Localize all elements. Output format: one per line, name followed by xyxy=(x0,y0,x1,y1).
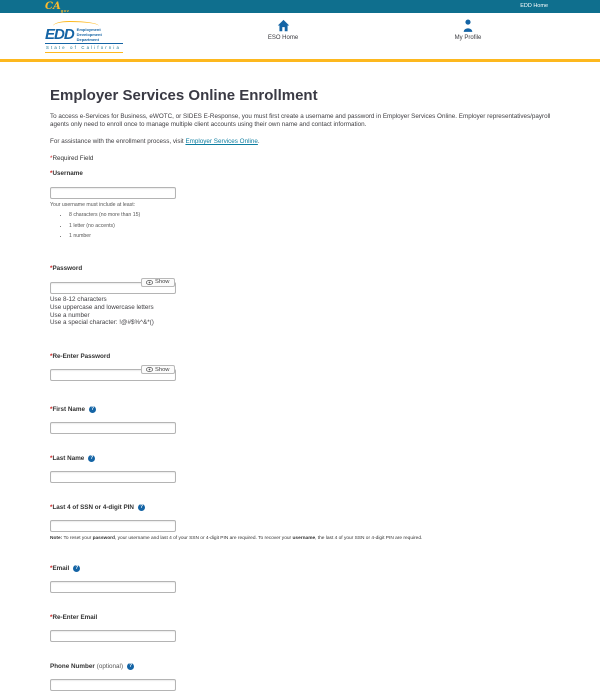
nav-eso-home[interactable] xyxy=(243,19,323,41)
phone-optional-text: (optional) xyxy=(96,662,124,670)
required-asterisk: * xyxy=(50,352,53,360)
required-asterisk: * xyxy=(50,613,53,621)
ssn-pin-label-text: Last 4 of SSN or 4-digit PIN xyxy=(52,503,134,511)
last-name-label xyxy=(50,455,550,462)
required-asterisk: * xyxy=(50,564,53,572)
username-requirements-list xyxy=(69,212,550,239)
eye-icon xyxy=(146,367,153,372)
password-rule: Use a special character: !@#$%^&*() xyxy=(50,319,154,327)
required-field-text: Required Field xyxy=(52,155,94,163)
required-asterisk: * xyxy=(50,405,53,413)
ssn-pin-note xyxy=(50,536,550,541)
password-rules xyxy=(50,296,550,326)
nav-my-profile[interactable] xyxy=(428,19,508,41)
nav-eso-home-label: ESO Home xyxy=(267,35,299,41)
username-label xyxy=(50,170,550,177)
last-name-group xyxy=(50,455,550,484)
person-icon xyxy=(428,19,508,32)
show-button-label: Show xyxy=(154,279,170,286)
password-show-button[interactable] xyxy=(141,278,175,287)
email-group xyxy=(50,565,550,594)
note-text: To reset your xyxy=(62,535,93,541)
edd-dept-line: Department xyxy=(76,36,99,42)
reenter-password-label-text: Re-Enter Password xyxy=(52,352,111,360)
username-requirement: • 8 characters (no more than 15) xyxy=(69,212,550,218)
reenter-email-label xyxy=(50,614,550,621)
note-bold: Note: xyxy=(50,535,63,541)
password-label-text: Password xyxy=(52,265,83,273)
phone-help-icon[interactable]: ? xyxy=(129,663,133,670)
edd-logo-state: State of California xyxy=(45,43,123,53)
password-group xyxy=(50,265,550,326)
required-asterisk: * xyxy=(50,170,53,178)
ca-gov-logo-script: CA xyxy=(45,1,61,12)
last-name-input[interactable] xyxy=(50,471,176,483)
last-name-label-text: Last Name xyxy=(52,454,85,462)
note-text: , the last 4 of your SSN or 4-digit PIN are required. xyxy=(315,535,423,541)
edd-dept-line: Employment xyxy=(76,27,101,32)
note-text: , your username and last 4 of your SSN or 4-digit PIN are required. To recover your xyxy=(114,535,293,541)
phone-label-text: Phone Number xyxy=(50,662,95,670)
required-asterisk: * xyxy=(50,454,53,462)
reenter-password-group xyxy=(50,353,550,382)
edd-logo-word: EDD xyxy=(45,26,74,44)
phone-input[interactable] xyxy=(50,679,176,691)
first-name-group xyxy=(50,406,550,435)
ssn-pin-group xyxy=(50,504,550,541)
reenter-email-group xyxy=(50,614,550,643)
edd-home-link[interactable]: EDD Home xyxy=(520,3,548,9)
reenter-password-label xyxy=(50,353,550,360)
main-content xyxy=(0,62,600,692)
first-name-label-text: First Name xyxy=(52,405,85,413)
username-requirement: • 1 letter (no accents) xyxy=(69,223,550,229)
password-label xyxy=(50,265,550,272)
intro-paragraph: To access e-Services for Business, eWOTC, or SIDES E-Response, you must first create a username and password in Employer Services Online. Employer representatives/payroll agents only need to enroll once to manage multiple client accounts using their own name and contact information. xyxy=(50,112,551,129)
edd-logo-dept xyxy=(77,28,102,42)
username-hint-title: Your username must include at least: xyxy=(50,202,136,209)
phone-group xyxy=(50,663,550,692)
username-label-text: Username xyxy=(52,170,83,178)
ssn-pin-help-icon[interactable]: ? xyxy=(139,504,144,511)
site-header xyxy=(0,13,600,59)
edd-dept-line: Development xyxy=(76,31,102,37)
username-group xyxy=(50,170,550,239)
first-name-input[interactable] xyxy=(50,422,176,434)
assistance-line xyxy=(50,138,550,145)
required-asterisk: * xyxy=(50,155,53,163)
email-help-icon[interactable]: ? xyxy=(75,565,79,572)
ssn-pin-input[interactable] xyxy=(50,520,176,532)
first-name-help-icon[interactable]: ? xyxy=(90,406,95,413)
phone-label xyxy=(50,663,550,670)
password-rule: Use a number xyxy=(50,311,90,319)
email-label xyxy=(50,565,550,572)
password-rule: Use uppercase and lowercase letters xyxy=(50,303,154,311)
assistance-prefix: For assistance with the enrollment process, visit xyxy=(50,138,186,146)
note-bold: password xyxy=(92,535,115,541)
reenter-password-show-button[interactable] xyxy=(141,365,175,374)
reenter-email-input[interactable] xyxy=(50,630,176,642)
email-input[interactable] xyxy=(50,581,176,593)
last-name-help-icon[interactable]: ? xyxy=(90,455,94,462)
ssn-pin-label xyxy=(50,504,550,511)
required-asterisk: * xyxy=(50,503,53,511)
required-asterisk: * xyxy=(50,265,53,273)
utility-bar xyxy=(0,0,600,13)
show-button-label: Show xyxy=(154,366,170,373)
ca-gov-logo-sub: gov xyxy=(60,8,70,13)
password-rule: Use 8-12 characters xyxy=(50,296,107,304)
first-name-label xyxy=(50,406,550,413)
employer-services-online-link[interactable]: Employer Services Online xyxy=(185,138,258,146)
eye-icon xyxy=(146,280,153,285)
page-title: Employer Services Online Enrollment xyxy=(50,86,318,104)
nav-my-profile-label: My Profile xyxy=(454,35,482,41)
assistance-suffix: . xyxy=(257,138,260,146)
reenter-email-label-text: Re-Enter Email xyxy=(52,613,98,621)
note-bold: username xyxy=(292,535,316,541)
home-icon xyxy=(243,19,323,32)
required-field-legend xyxy=(50,155,550,162)
edd-logo[interactable] xyxy=(45,21,123,53)
email-label-text: Email xyxy=(52,564,70,572)
username-input[interactable] xyxy=(50,187,176,199)
username-requirement: • 1 number xyxy=(69,233,550,239)
